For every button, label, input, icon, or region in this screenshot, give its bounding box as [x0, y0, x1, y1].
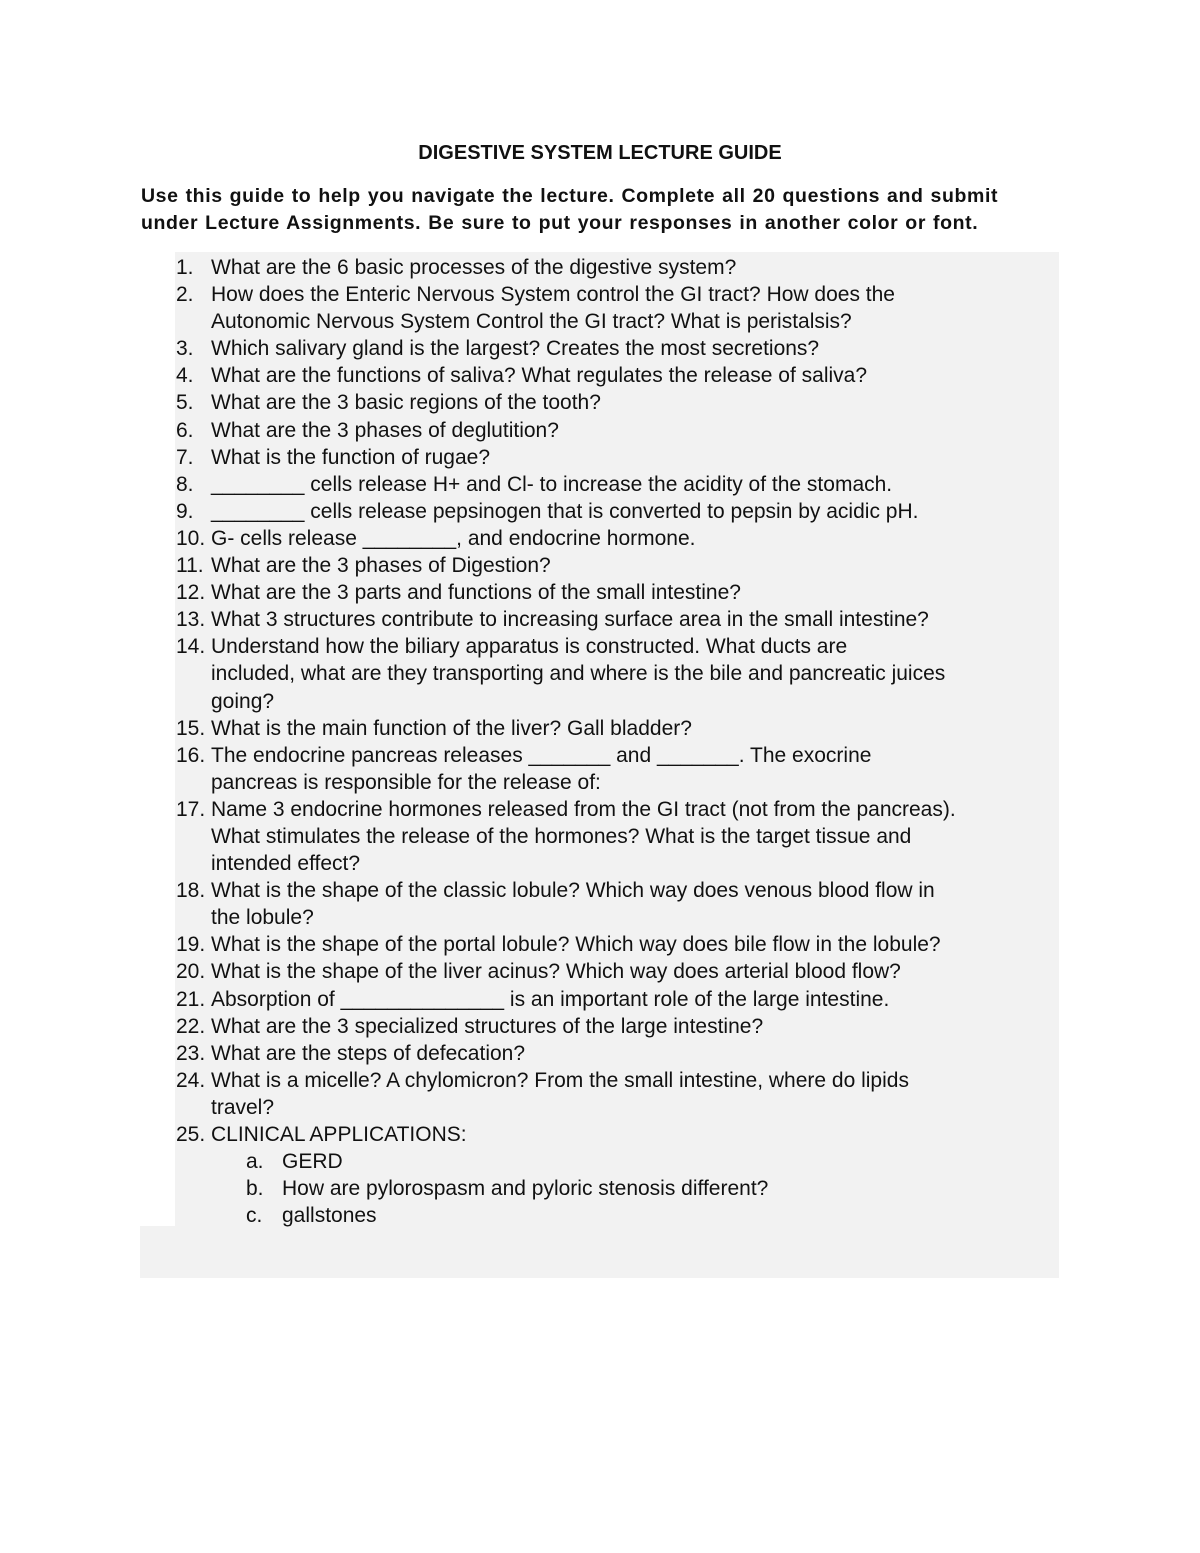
sub-item-letter: b.	[246, 1177, 264, 1201]
question-number: 15.	[176, 716, 206, 740]
sub-item	[176, 1148, 1056, 1175]
question-item	[176, 1013, 1056, 1040]
question-number: 16.	[176, 743, 206, 767]
question-text: Understand how the biliary apparatus is constructed. What ducts are included, what are they transporting and where is the bile and pancreatic juices going?	[211, 635, 946, 713]
question-number: 9.	[176, 499, 194, 523]
question-number: 13.	[176, 608, 206, 632]
sub-item-text: GERD	[282, 1150, 343, 1174]
question-text: What are the 3 specialized structures of the large intestine?	[211, 1014, 764, 1038]
question-text: ________ cells release pepsinogen that is converted to pepsin by acidic pH.	[211, 499, 919, 523]
question-item	[176, 281, 1056, 335]
question-text: How does the Enteric Nervous System control the GI tract? How does the Autonomic Nervous System Control the GI tract? What is peristalsis?	[211, 283, 895, 334]
question-number: 21.	[176, 987, 206, 1011]
question-text: What 3 structures contribute to increasing surface area in the small intestine?	[211, 608, 929, 632]
question-text: The endocrine pancreas releases _______ and _______. The exocrine pancreas is responsible for the release of:	[211, 743, 872, 794]
page-title: DIGESTIVE SYSTEM LECTURE GUIDE	[418, 142, 782, 164]
question-item	[176, 633, 1056, 714]
sub-item	[176, 1202, 1056, 1229]
question-number: 17.	[176, 797, 206, 821]
question-text: What is the shape of the classic lobule? Which way does venous blood flow in the lobule?	[211, 879, 935, 930]
question-number: 22.	[176, 1014, 206, 1038]
question-text: What is the shape of the liver acinus? Which way does arterial blood flow?	[211, 960, 901, 984]
question-text: What are the 3 phases of Digestion?	[211, 554, 551, 578]
question-text: Absorption of ______________ is an important role of the large intestine.	[211, 987, 890, 1011]
question-number: 5.	[176, 391, 194, 415]
question-item	[176, 417, 1056, 444]
question-text: What is a micelle? A chylomicron? From the small intestine, where do lipids travel?	[211, 1068, 909, 1119]
question-item	[176, 958, 1056, 985]
question-item	[176, 498, 1056, 525]
question-number: 1.	[176, 256, 194, 279]
question-text: What are the 3 parts and functions of the small intestine?	[211, 581, 741, 605]
question-number: 24.	[176, 1068, 206, 1092]
question-text: CLINICAL APPLICATIONS:	[211, 1123, 467, 1146]
question-item	[176, 606, 1056, 633]
question-item	[176, 715, 1056, 742]
shaded-region-bottom	[140, 1226, 1059, 1278]
question-item	[176, 335, 1056, 362]
question-number: 14.	[176, 635, 206, 659]
question-text: Name 3 endocrine hormones released from the GI tract (not from the pancreas). What stimulates the release of the hormones? What is the target tissue and intended effect?	[211, 797, 956, 876]
question-number: 4.	[176, 364, 194, 388]
sub-item-text: How are pylorospasm and pyloric stenosis different?	[282, 1177, 769, 1201]
question-item	[176, 254, 1056, 281]
question-text: Which salivary gland is the largest? Creates the most secretions?	[211, 337, 820, 361]
question-text: What is the function of rugae?	[211, 445, 490, 469]
question-number: 2.	[176, 283, 194, 307]
question-number: 8.	[176, 472, 194, 496]
question-list	[176, 254, 1056, 1229]
question-item	[176, 444, 1056, 471]
question-item	[176, 525, 1056, 552]
question-item	[176, 1040, 1056, 1067]
question-item	[176, 742, 1056, 796]
question-text: What are the 6 basic processes of the digestive system?	[211, 256, 737, 279]
question-item	[176, 877, 1056, 931]
sub-item-letter: a.	[246, 1150, 264, 1174]
question-number: 19.	[176, 933, 206, 957]
question-number: 23.	[176, 1041, 206, 1065]
question-item	[176, 471, 1056, 498]
instructions-paragraph: Use this guide to help you navigate the lecture. Complete all 20 questions and submit under Lecture Assignments. Be sure to put your responses in another color or font.	[141, 185, 999, 234]
question-item	[176, 552, 1056, 579]
question-text: G- cells release ________, and endocrine hormone.	[211, 526, 696, 550]
question-item	[176, 362, 1056, 389]
question-item	[176, 796, 1056, 877]
question-item	[176, 931, 1056, 958]
question-text: What are the 3 phases of deglutition?	[211, 418, 559, 442]
question-text: What are the steps of defecation?	[211, 1041, 526, 1065]
question-number: 6.	[176, 418, 194, 442]
sub-item	[176, 1175, 1056, 1202]
question-text: What are the 3 basic regions of the tooth?	[211, 391, 601, 415]
question-number: 25.	[176, 1123, 206, 1146]
question-number: 11.	[176, 554, 204, 578]
question-number: 20.	[176, 960, 206, 984]
question-item	[176, 389, 1056, 416]
question-item	[176, 1121, 1056, 1148]
sub-item-letter: c.	[246, 1204, 263, 1228]
question-text: What is the main function of the liver? Gall bladder?	[211, 716, 692, 740]
sub-item-text: gallstones	[282, 1204, 377, 1228]
question-number: 12.	[176, 581, 206, 605]
question-item	[176, 986, 1056, 1013]
question-number: 7.	[176, 445, 194, 469]
question-number: 10.	[176, 526, 206, 550]
question-text: ________ cells release H+ and Cl- to increase the acidity of the stomach.	[211, 472, 893, 496]
question-text: What is the shape of the portal lobule? Which way does bile flow in the lobule?	[211, 933, 941, 957]
question-item	[176, 1067, 1056, 1121]
question-number: 18.	[176, 879, 206, 903]
question-number: 3.	[176, 337, 194, 361]
question-text: What are the functions of saliva? What regulates the release of saliva?	[211, 364, 868, 388]
question-item	[176, 579, 1056, 606]
